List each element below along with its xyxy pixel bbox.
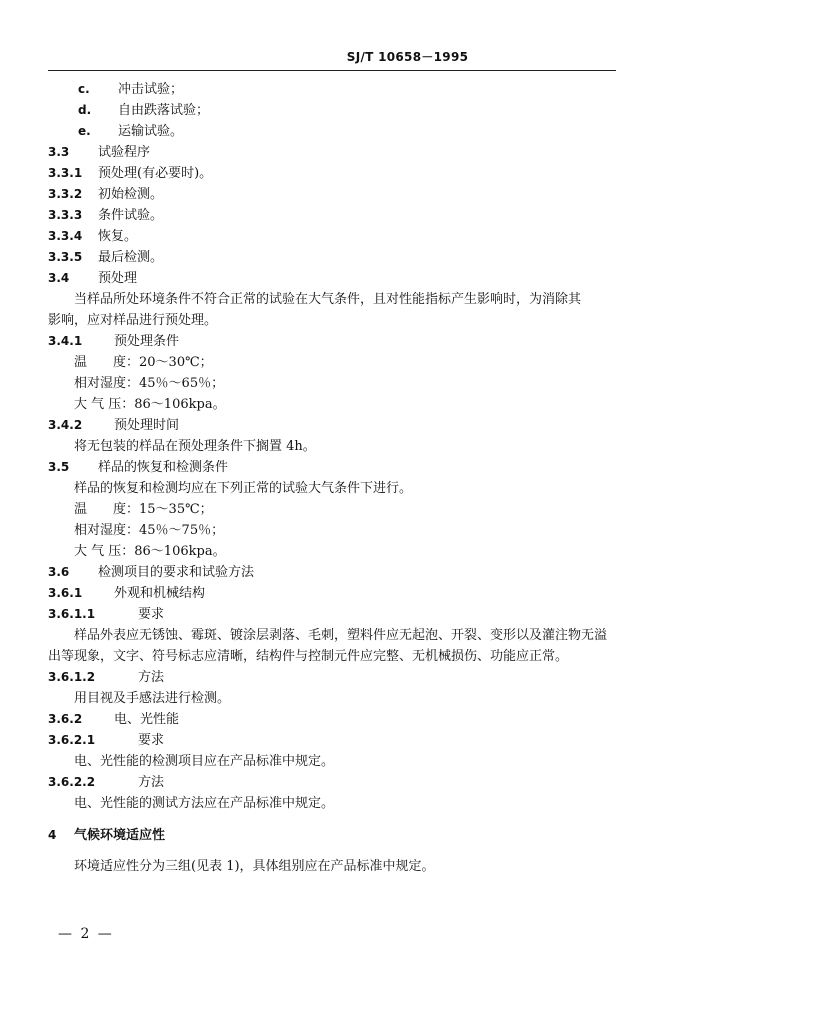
section-title: 试验程序 [98,145,151,160]
section-title: 方法 [138,775,165,790]
section-3-6-1-1-heading [48,604,616,625]
section-3-6-1-heading [48,583,616,604]
section-3-6-2-2-text: 电、光性能的测试方法应在产品标准中规定。 [74,796,335,811]
section-number: 3.3.4 [48,229,83,243]
section-number: 3.4 [48,271,70,285]
section-number: 3.5 [48,460,70,474]
section-3-6-2-2-heading [48,772,616,793]
section-3-5-text: 样品的恢复和检测均应在下列正常的试验大气条件下进行。 [74,481,413,496]
list-item-e [48,121,616,142]
list-item-text: 自由跌落试验； [118,103,210,118]
section-number: 3.6.2.2 [48,775,96,789]
section-3-3-2 [48,184,616,205]
section-number: 3.6.1.2 [48,670,96,684]
page-number: — 2 — [58,926,114,942]
section-number: 3.3.1 [48,166,83,180]
section-3-4-2-text: 将无包装的样品在预处理条件下搁置 4h。 [74,439,316,454]
list-item-label: d. [78,103,92,117]
section-3-4-2-heading [48,415,616,436]
section-title: 检测项目的要求和试验方法 [98,565,255,580]
section-number: 3.3 [48,145,70,159]
section-title: 预处理(有必要时)。 [98,166,213,181]
section-3-4-1-heading [48,331,616,352]
pretreatment-temperature: 温 度：20～30℃； [74,355,213,370]
section-3-5-heading [48,457,616,478]
section-title: 预处理 [98,271,138,286]
recovery-pressure: 大 气 压：86～106kpa。 [74,544,226,559]
section-3-4-heading [48,268,616,289]
section-number: 3.3.2 [48,187,83,201]
section-number: 4 [48,828,57,842]
section-title: 最后检测。 [98,250,164,265]
section-number: 3.6.2.1 [48,733,96,747]
section-number: 3.4.1 [48,334,83,348]
list-item-text: 运输试验。 [118,124,184,139]
recovery-humidity: 相对湿度：45％～75％； [74,523,225,538]
list-item-label: e. [78,124,91,138]
section-3-4-paragraph-line: 当样品所处环境条件不符合正常的试验在大气条件，且对性能指标产生影响时，为消除其 [74,292,582,307]
section-title: 预处理条件 [114,334,180,349]
list-item-label: c. [78,82,90,96]
section-number: 3.6.1.1 [48,607,96,621]
section-title: 外观和机械结构 [114,586,206,601]
section-title: 电、光性能 [114,712,180,727]
section-number: 3.6 [48,565,70,579]
section-title: 方法 [138,670,165,685]
section-3-6-heading [48,562,616,583]
header-rule [48,70,616,71]
section-3-3-heading [48,142,616,163]
section-title: 要求 [138,607,165,622]
section-3-4-paragraph-line: 影响，应对样品进行预处理。 [48,313,218,328]
section-number: 3.6.2 [48,712,83,726]
section-3-6-2-1-text: 电、光性能的检测项目应在产品标准中规定。 [74,754,335,769]
recovery-temperature: 温 度：15～35℃； [74,502,213,517]
section-3-3-1 [48,163,616,184]
pretreatment-pressure: 大 气 压：86～106kpa。 [74,397,226,412]
section-title: 要求 [138,733,165,748]
section-number: 3.6.1 [48,586,83,600]
section-3-6-1-2-heading [48,667,616,688]
section-title: 样品的恢复和检测条件 [98,460,229,475]
section-title: 初始检测。 [98,187,164,202]
list-item-d [48,100,616,121]
pretreatment-humidity: 相对湿度：45％～65％； [74,376,225,391]
section-3-6-1-2-text: 用目视及手感法进行检测。 [74,691,231,706]
section-title: 气候环境适应性 [74,828,166,843]
section-3-3-3 [48,205,616,226]
section-title: 预处理时间 [114,418,180,433]
list-item-text: 冲击试验； [118,82,184,97]
section-3-6-2-heading [48,709,616,730]
section-4-text: 环境适应性分为三组(见表 1)，具体组别应在产品标准中规定。 [74,859,435,874]
section-3-6-1-1-paragraph-line: 出等现象，文字、符号标志应清晰，结构件与控制元件应完整、无机械损伤、功能应正常。 [48,649,569,664]
section-title: 条件试验。 [98,208,164,223]
section-number: 3.3.3 [48,208,83,222]
section-4-heading [48,822,616,848]
section-number: 3.3.5 [48,250,83,264]
document-body [48,79,616,877]
section-title: 恢复。 [98,229,138,244]
section-3-3-4 [48,226,616,247]
section-3-6-2-1-heading [48,730,616,751]
section-3-3-5 [48,247,616,268]
section-number: 3.4.2 [48,418,83,432]
section-3-6-1-1-paragraph-line: 样品外表应无锈蚀、霉斑、镀涂层剥落、毛刺，塑料件应无起泡、开裂、变形以及灌注物无溢 [74,628,608,643]
list-item-c [48,79,616,100]
standard-code-header: SJ/T 10658－1995 [346,50,469,64]
